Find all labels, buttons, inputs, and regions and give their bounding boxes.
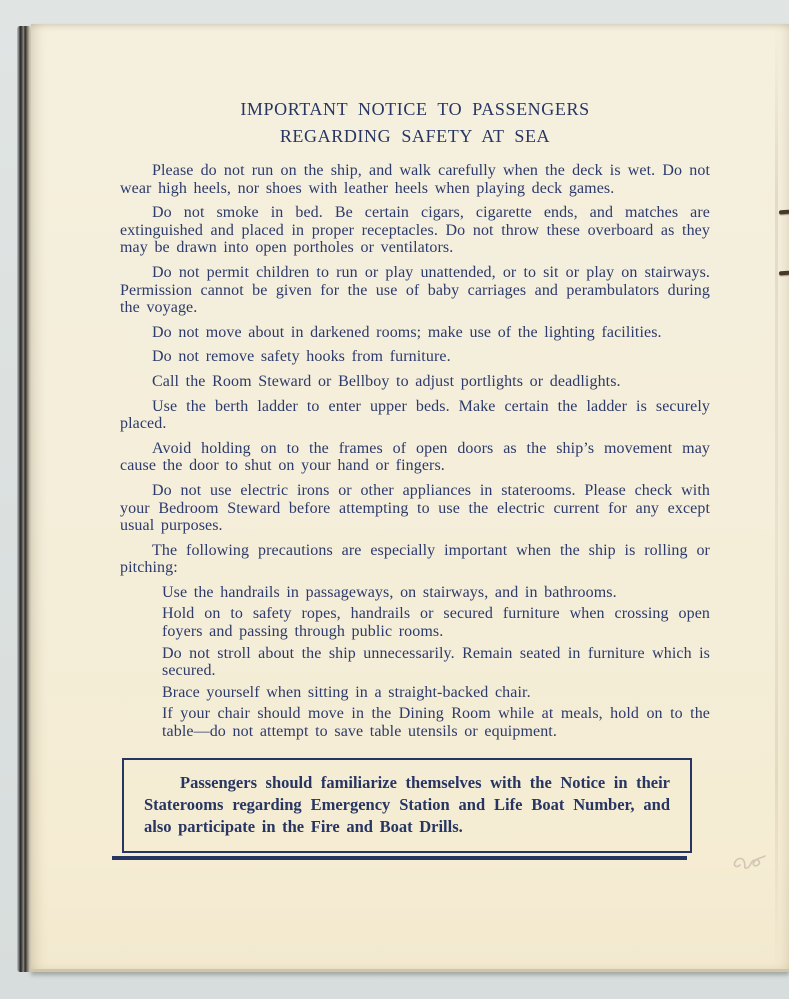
precaution-safety-ropes: Hold on to safety ropes, handrails or secured furniture when crossing open foyers and passing through public rooms. [162, 605, 710, 641]
notice-body [120, 162, 710, 853]
page-title-line1: IMPORTANT NOTICE TO PASSENGERS [240, 99, 590, 119]
paragraph-run-on-ship: Please do not run on the ship, and walk carefully when the deck is wet. Do not wear high heels, nor shoes with leather heels when playing deck games. [120, 162, 710, 197]
precautions-list [120, 584, 710, 741]
paragraph-darkened-rooms: Do not move about in darkened rooms; make use of the lighting facilities. [152, 323, 662, 341]
precaution-dining-room: If your chair should move in the Dining Room while at meals, hold on to the table—do not attempt to save table utensils or equipment. [162, 705, 710, 741]
pencil-mark [726, 837, 782, 877]
paragraph-children: Do not permit children to run or play unattended, or to sit or play on stairways. Permission cannot be given for the use of baby carriages and perambulators during the voyage. [120, 263, 710, 317]
booklet-binding-edge [17, 26, 31, 972]
paragraph-safety-hooks: Do not remove safety hooks from furniture. [152, 348, 451, 366]
binding-stitch [779, 271, 789, 276]
paragraph-room-steward: Call the Room Steward or Bellboy to adjust portlights or deadlights. [152, 372, 621, 390]
precaution-brace: Brace yourself when sitting in a straight-backed chair. [162, 683, 531, 701]
emergency-notice-box [122, 758, 692, 853]
paragraph-smoking: Do not smoke in bed. Be certain cigars, cigarette ends, and matches are extinguished and placed in proper receptacles. Do not throw these overboard as they may be drawn into open portholes or ventilators. [120, 204, 710, 257]
paragraph-electric-irons: Do not use electric irons or other appliances in staterooms. Please check with your Bedroom Steward before attempting to use the electric current for any except usual purposes. [120, 481, 710, 535]
page-fold-crease [775, 24, 778, 969]
paragraph-berth-ladder: Use the berth ladder to enter upper beds. Make certain the ladder is securely placed. [120, 397, 710, 433]
notice-page [31, 24, 789, 972]
page-title-line2: REGARDING SAFETY AT SEA [279, 126, 551, 146]
precaution-handrails: Use the handrails in passageways, on stairways, and in bathrooms. [162, 583, 617, 601]
paragraph-door-frames: Avoid holding on to the frames of open doors as the ship’s movement may cause the door to shut on your hand or fingers. [120, 439, 710, 475]
paragraph-precautions-intro: The following precautions are especially important when the ship is rolling or pitching: [120, 541, 710, 577]
binding-stitch [779, 210, 789, 215]
page-content [120, 96, 710, 853]
precaution-strolling: Do not stroll about the ship unnecessarily. Remain seated in furniture which is secured. [162, 644, 710, 680]
page-title [120, 96, 710, 150]
emergency-notice-text: Passengers should familiarize themselves with the Notice in their Staterooms regarding Emergency Station and Life Boat Number, and also participate in the Fire and Boat Drills. [144, 772, 670, 836]
